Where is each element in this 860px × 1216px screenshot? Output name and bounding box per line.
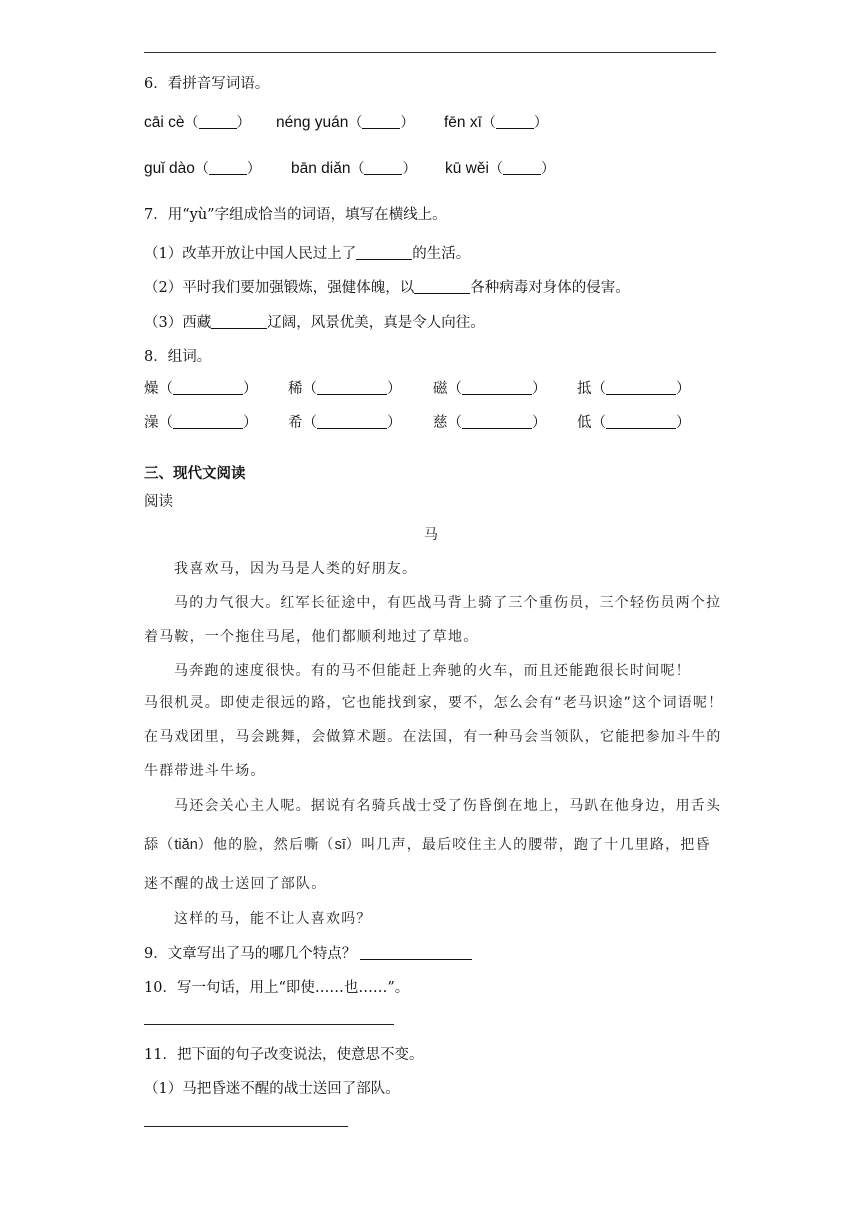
pinyin-annotation: tiǎn (174, 837, 198, 853)
pinyin-annotation: sī (334, 837, 346, 853)
top-rule (144, 52, 716, 53)
q7-sentence-2 (144, 276, 630, 297)
answer-blank[interactable] (606, 414, 676, 429)
character: 慈 (433, 415, 448, 431)
article-line: 牛群带进斗牛场。 (144, 763, 266, 779)
q8-title: 8．组词。 (144, 349, 212, 365)
q8-item: 慈（ ） (433, 415, 547, 431)
article-line: 马的力气很大。红军长征途中，有匹战马背上骑了三个重伤员，三个轻伤员两个拉 (174, 595, 722, 611)
q8-item: 抵（ ） (577, 381, 691, 397)
sentence-text: （3）西藏 (144, 315, 212, 331)
q8-item: 磁（ ） (433, 381, 547, 397)
pinyin: néng yuán (276, 114, 349, 131)
q6-title: 6．看拼音写词语。 (144, 76, 270, 92)
answer-blank[interactable] (362, 114, 400, 129)
article-title: 马 (424, 527, 440, 543)
character: 希 (288, 415, 303, 431)
pinyin: cāi cè (144, 114, 185, 131)
q7-sentence-3 (144, 311, 485, 332)
sentence-text: （1）改革开放让中国人民过上了 (144, 246, 357, 262)
article-text: 舔（ (144, 837, 175, 853)
article-line: 马还会关心主人呢。据说有名骑兵战士受了伤昏倒在地上，马趴在他身边，用舌头 (174, 798, 722, 814)
q6-item-3: fēn xī（ ） (444, 114, 548, 131)
article-line (144, 834, 711, 854)
q6-item-5: bān diǎn（ ） (291, 160, 417, 177)
answer-blank[interactable] (364, 160, 402, 175)
question-text: 9．文章写出了马的哪几个特点？ (144, 946, 357, 962)
sentence-text: 各种病毒对身体的侵害。 (470, 280, 630, 296)
q11-text: 11．把下面的句子改变说法，使意思不变。 (144, 1047, 424, 1063)
sentence-text: 辽阔，风景优美，真是令人向往。 (267, 315, 485, 331)
answer-blank[interactable] (462, 380, 532, 395)
character: 燥 (144, 381, 159, 397)
sentence-text: 的生活。 (412, 246, 471, 262)
article-paragraph: 马奔跑的速度很快。有的马不但能赶上奔驰的火车，而且还能跑很长时间呢！ (174, 663, 691, 679)
pinyin: fēn xī (444, 114, 482, 131)
q6-item-2: néng yuán（ ） (276, 114, 415, 131)
answer-blank[interactable] (209, 160, 247, 175)
answer-blank[interactable] (317, 380, 387, 395)
character: 稀 (288, 381, 303, 397)
answer-blank[interactable] (199, 114, 237, 129)
answer-blank[interactable] (503, 160, 541, 175)
answer-line[interactable] (144, 1024, 394, 1025)
pinyin: guǐ dào (144, 160, 195, 177)
answer-line[interactable] (144, 1126, 348, 1127)
character: 磁 (433, 381, 448, 397)
q6-item-1: cāi cè（ ） (144, 114, 251, 131)
character: 澡 (144, 415, 159, 431)
pinyin: bān diǎn (291, 160, 351, 177)
answer-blank[interactable] (356, 245, 412, 260)
article-line: 马很机灵。即使走很远的路，它也能找到家，要不，怎么会有“老马识途”这个词语呢！ (144, 695, 724, 711)
section-heading: 三、现代文阅读 (144, 466, 246, 482)
article-line: 在马戏团里，马会跳舞，会做算术题。在法国，有一种马会当领队，它能把参加斗牛的 (144, 729, 722, 745)
q8-item: 低（ ） (577, 415, 691, 431)
article-line: 迷不醒的战士送回了部队。 (144, 876, 327, 892)
q10-text: 10．写一句话，用上“即使……也……”。 (144, 980, 410, 996)
answer-blank[interactable] (173, 414, 243, 429)
q7-sentence-1 (144, 242, 470, 263)
answer-blank[interactable] (606, 380, 676, 395)
q6-item-6: kū wěi（ ） (445, 160, 555, 177)
q7-title: 7．用“yù”字组成恰当的词语，填写在横线上。 (144, 207, 447, 223)
q8-item: 澡（ ） (144, 415, 258, 431)
article-line: 着马鞍，一个拖住马尾，他们都顺利地过了草地。 (144, 629, 479, 645)
q11-sentence-1: （1）马把昏迷不醒的战士送回了部队。 (144, 1081, 400, 1097)
article-text: ）叫几声，最后咬住主人的腰带，跑了十几里路，把昏 (345, 837, 711, 853)
q8-item: 希（ ） (288, 415, 402, 431)
q8-item: 燥（ ） (144, 381, 258, 397)
sentence-text: （2）平时我们要加强锻炼，强健体魄，以 (144, 280, 415, 296)
article-paragraph: 我喜欢马，因为马是人类的好朋友。 (174, 561, 418, 577)
article-paragraph: 这样的马，能不让人喜欢吗？ (174, 911, 372, 927)
answer-blank[interactable] (173, 380, 243, 395)
character: 抵 (577, 381, 592, 397)
pinyin: kū wěi (445, 160, 489, 177)
q9-text (144, 942, 472, 963)
answer-blank[interactable] (360, 945, 472, 960)
q6-item-4: guǐ dào（ ） (144, 160, 261, 177)
character: 低 (577, 415, 592, 431)
article-text: ）他的脸，然后嘶（ (197, 837, 335, 853)
section-subheading: 阅读 (144, 494, 173, 510)
answer-blank[interactable] (211, 314, 267, 329)
q8-item: 稀（ ） (288, 381, 402, 397)
answer-blank[interactable] (414, 279, 470, 294)
answer-blank[interactable] (317, 414, 387, 429)
answer-blank[interactable] (462, 414, 532, 429)
answer-blank[interactable] (496, 114, 534, 129)
